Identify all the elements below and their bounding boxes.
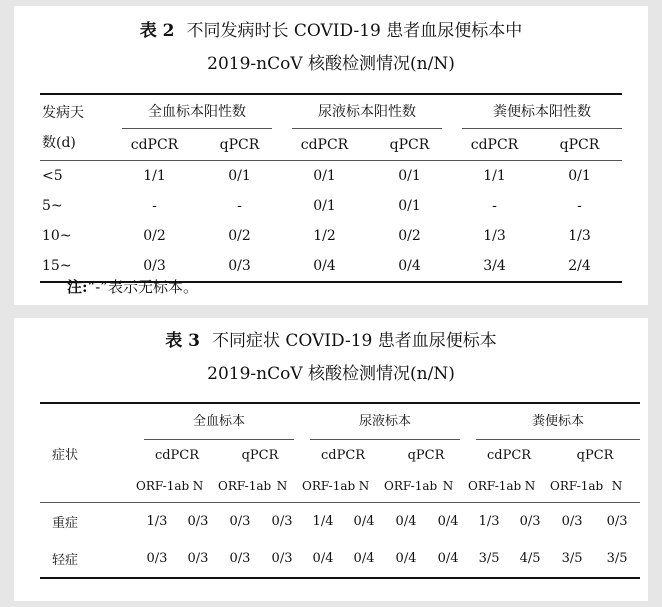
table3-method: qPCR — [407, 447, 445, 463]
table2-method: cdPCR — [452, 129, 537, 161]
table3-gene: ORF-1ab — [468, 470, 510, 503]
table-cell: 1/3 — [568, 228, 591, 244]
table-cell: 0/1 — [313, 168, 336, 184]
table-cell: 0/3 — [178, 539, 218, 578]
table2-group-blood: 全血标本阳性数 — [122, 96, 272, 129]
table3 — [40, 402, 640, 579]
table2-group-blood-cell — [112, 94, 282, 129]
table-cell: 0/4 — [395, 513, 417, 529]
table2-stub-header — [40, 94, 112, 161]
table2-method: cdPCR — [282, 129, 367, 161]
table3-method: cdPCR — [486, 447, 532, 463]
table-cell: 0/3 — [519, 513, 541, 529]
table2-group-urine-cell — [282, 94, 452, 129]
table3-gene: ORF-1ab — [302, 470, 344, 503]
table2-note — [67, 276, 198, 297]
table3-group-blood-cell — [136, 403, 302, 440]
table-cell: 0/1 — [398, 198, 421, 214]
row-label: 重症 — [52, 515, 79, 531]
table3-gene: N — [428, 470, 468, 503]
table-cell: 0/4 — [367, 251, 452, 282]
table-cell: 0/4 — [437, 513, 459, 529]
table-cell: 4/5 — [510, 539, 550, 578]
table3-method: qPCR — [241, 447, 279, 463]
table-cell: 0/1 — [568, 168, 591, 184]
table2-group-stool-cell — [452, 94, 622, 129]
table-cell: - — [237, 198, 242, 214]
table3-title-text: 不同症状 COVID-19 患者血尿便标本 — [211, 331, 497, 351]
table3-group-urine: 尿液标本 — [310, 405, 460, 440]
table2-method: qPCR — [197, 129, 282, 161]
row-label: 轻症 — [40, 539, 136, 578]
table-cell: 1/3 — [146, 513, 168, 529]
table3-gene: N — [178, 470, 218, 503]
table-cell: 0/3 — [606, 513, 628, 529]
table2-title-line1 — [14, 15, 648, 48]
table3-gene: ORF-1ab — [218, 470, 262, 503]
table-cell: 0/2 — [398, 228, 421, 244]
table3-gene: ORF-1ab — [550, 470, 594, 503]
table3-gene: ORF-1ab — [384, 470, 428, 503]
row-label: 10~ — [42, 228, 72, 244]
table3-label: 表 3 — [165, 331, 200, 351]
row-label: <5 — [42, 168, 63, 184]
table2-method: cdPCR — [112, 129, 197, 161]
table2 — [40, 93, 622, 283]
table3-method: cdPCR — [154, 447, 200, 463]
table-cell: 1/1 — [483, 168, 506, 184]
table2-title-text: 不同发病时长 COVID-19 患者血尿便标本中 — [186, 21, 523, 41]
table-cell: 0/3 — [229, 513, 251, 529]
table-cell: 0/3 — [136, 539, 178, 578]
table-cell: 0/3 — [187, 513, 209, 529]
table2-stub-header-line1: 发病天 — [42, 104, 84, 121]
table3-stub-header: 症状 — [40, 403, 136, 503]
table2-label: 表 2 — [139, 21, 175, 41]
table3-method: qPCR — [576, 447, 614, 463]
table-row — [40, 539, 640, 578]
table-cell: 1/2 — [313, 228, 336, 244]
table-cell: 2/4 — [537, 251, 622, 282]
table-cell: 0/4 — [282, 251, 367, 282]
table-cell: 0/3 — [561, 513, 583, 529]
table3-gene: N — [344, 470, 384, 503]
table-cell: 0/2 — [143, 228, 166, 244]
table-cell: 1/3 — [483, 228, 506, 244]
table-cell: 0/3 — [271, 513, 293, 529]
table-cell: 0/2 — [228, 228, 251, 244]
table-cell: 3/5 — [594, 539, 640, 578]
table3-gene: N — [510, 470, 550, 503]
table2-title-line2: 2019-nCoV 核酸检测情况(n/N) — [207, 54, 455, 74]
table2-note-text: “-”表示无标本。 — [87, 278, 198, 296]
table-cell: 0/3 — [218, 539, 262, 578]
table3-method: cdPCR — [320, 447, 366, 463]
table3-gene: ORF-1ab — [136, 470, 178, 503]
table-cell: 1/3 — [478, 513, 500, 529]
table-row — [40, 221, 622, 251]
row-label: 15~ — [40, 251, 112, 282]
table3-title-line2: 2019-nCoV 核酸检测情况(n/N) — [207, 364, 455, 384]
table-cell: 1/1 — [143, 168, 166, 184]
table-cell: 0/3 — [262, 539, 302, 578]
table-cell: - — [152, 198, 157, 214]
table2-method: qPCR — [367, 129, 452, 161]
table2-group-urine: 尿液标本阳性数 — [292, 96, 442, 129]
table3-gene: N — [594, 470, 640, 503]
table3-group-urine-cell — [302, 403, 468, 440]
table-cell: 0/1 — [398, 168, 421, 184]
table-cell: 0/4 — [353, 513, 375, 529]
table-cell: 0/1 — [228, 168, 251, 184]
table-cell: - — [492, 198, 497, 214]
table3-group-stool-cell — [468, 403, 640, 440]
table2-method: qPCR — [537, 129, 622, 161]
table-cell: 0/4 — [302, 539, 344, 578]
table-cell: 3/5 — [550, 539, 594, 578]
row-label: 5~ — [42, 198, 63, 214]
table2-panel — [14, 6, 648, 305]
table-row — [40, 191, 622, 221]
table3-title-line1 — [14, 325, 648, 358]
table-cell: 3/4 — [452, 251, 537, 282]
table2-note-label: 注: — [67, 278, 88, 296]
table3-group-blood: 全血标本 — [144, 405, 294, 440]
table3-panel — [14, 318, 648, 601]
table2-group-stool: 粪便标本阳性数 — [462, 96, 622, 129]
table-cell: 3/5 — [468, 539, 510, 578]
table-cell: - — [577, 198, 582, 214]
table-cell: 0/3 — [197, 251, 282, 282]
table-cell: 0/4 — [384, 539, 428, 578]
table-row — [40, 161, 622, 192]
table2-stub-header-line2: 数(d) — [42, 134, 76, 151]
table-cell: 1/4 — [312, 513, 334, 529]
table3-group-stool: 粪便标本 — [476, 405, 640, 440]
table-cell: 0/3 — [112, 251, 197, 282]
table-cell: 0/1 — [313, 198, 336, 214]
table-cell: 0/4 — [344, 539, 384, 578]
table3-gene: N — [262, 470, 302, 503]
table-row — [40, 503, 640, 540]
table-cell: 0/4 — [428, 539, 468, 578]
